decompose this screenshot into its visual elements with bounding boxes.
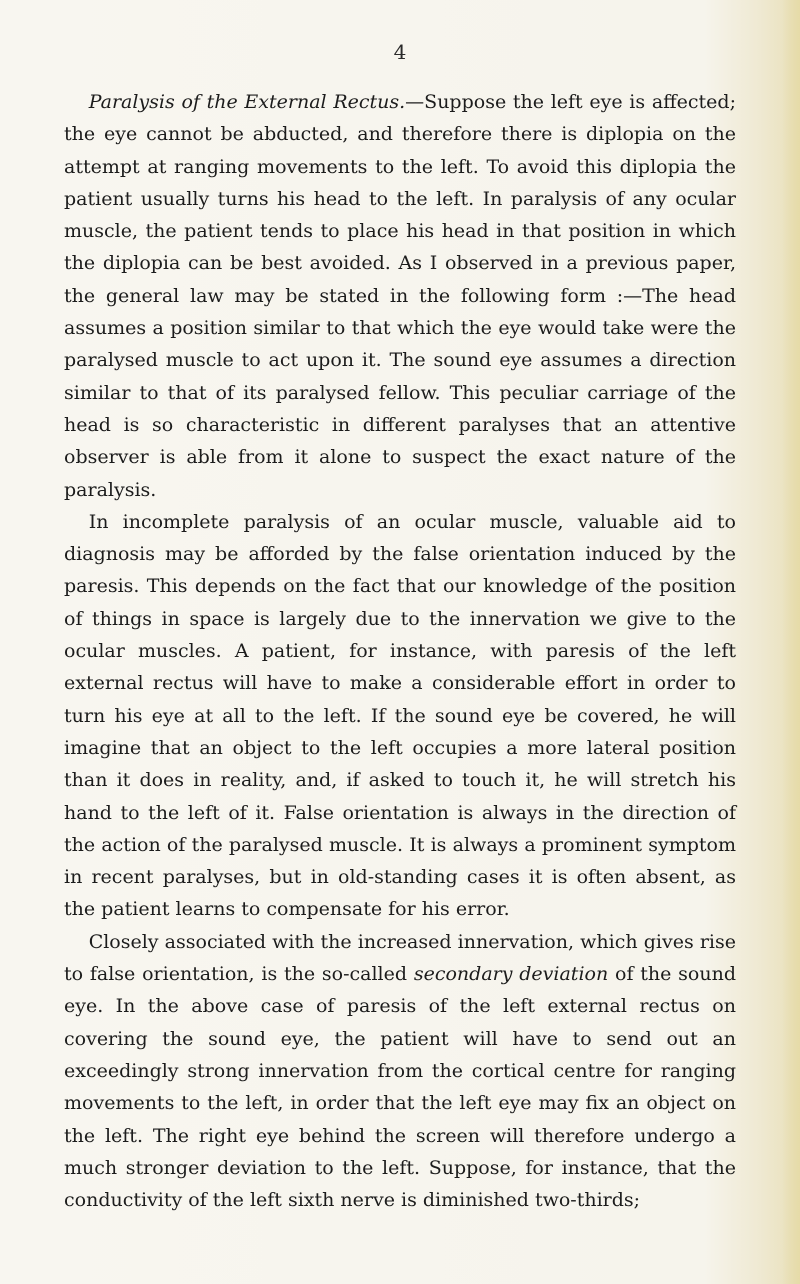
paragraph-text: of the sound eye. In the above case of paresis of the left external rectus on covering the sound eye, the patient will have to send out an exceedingly strong innervation from the cortical centre for ranging movements to the left, in order that the left eye may fix an object on the left. The right eye behind the screen will therefore undergo a much stronger deviation to the left. Suppose, for instance, that the conductivity of the left sixth nerve is diminished two-thirds;: [64, 963, 737, 1212]
paragraph-1: [64, 86, 736, 506]
paragraph-3: [64, 926, 736, 1217]
paragraph-text: In incomplete paralysis of an ocular muscle, valuable aid to diagnosis may be afforded by the false orientation induced by the paresis. This depends on the fact that our knowledge of the position of things in space is largely due to the innervation we give to the ocular muscles. A patient, for instance, with paresis of the left external rectus will have to make a considerable effort in order to turn his eye at all to the left. If the sound eye be covered, he will imagine that an object to the left occupies a more lateral position than it does in reality, and, if asked to touch it, he will stretch his hand to the left of it. False orientation is always in the direction of the action of the paralysed muscle. It is always a prominent symptom in recent paralyses, but in old-standing cases it is often absent, as the patient learns to compensate for his error.: [64, 510, 736, 921]
page-number: 4: [393, 40, 407, 64]
body-text: [64, 86, 736, 1216]
section-heading: Paralysis of the External Rectus.: [88, 91, 406, 113]
emphasis-term: secondary deviation: [413, 963, 609, 986]
paragraph-text: Closely associated with the increased innervation, which gives rise to false orientation, is the so-called: [64, 930, 736, 986]
page-edge-shading: [782, 0, 800, 1284]
paragraph-text: —Suppose the left eye is affected; the eye cannot be abducted, and therefore there is diplopia on the attempt at ranging movements to the left. To avoid this diplopia the patient usually turns his head to the left. In paralysis of any ocular muscle, the patient tends to place his head in that position in which the diplopia can be best avoided. As I observed in a previous paper, the general law may be stated in the following form :—The head assumes a position similar to that which the eye would take were the paralysed muscle to act upon it. The sound eye assumes a direction similar to that of its paralysed fellow. This peculiar carriage of the head is so characteristic in different paralyses that an attentive observer is able from it alone to suspect the exact nature of the paralysis.: [64, 91, 736, 501]
paragraph-2: [64, 506, 736, 926]
